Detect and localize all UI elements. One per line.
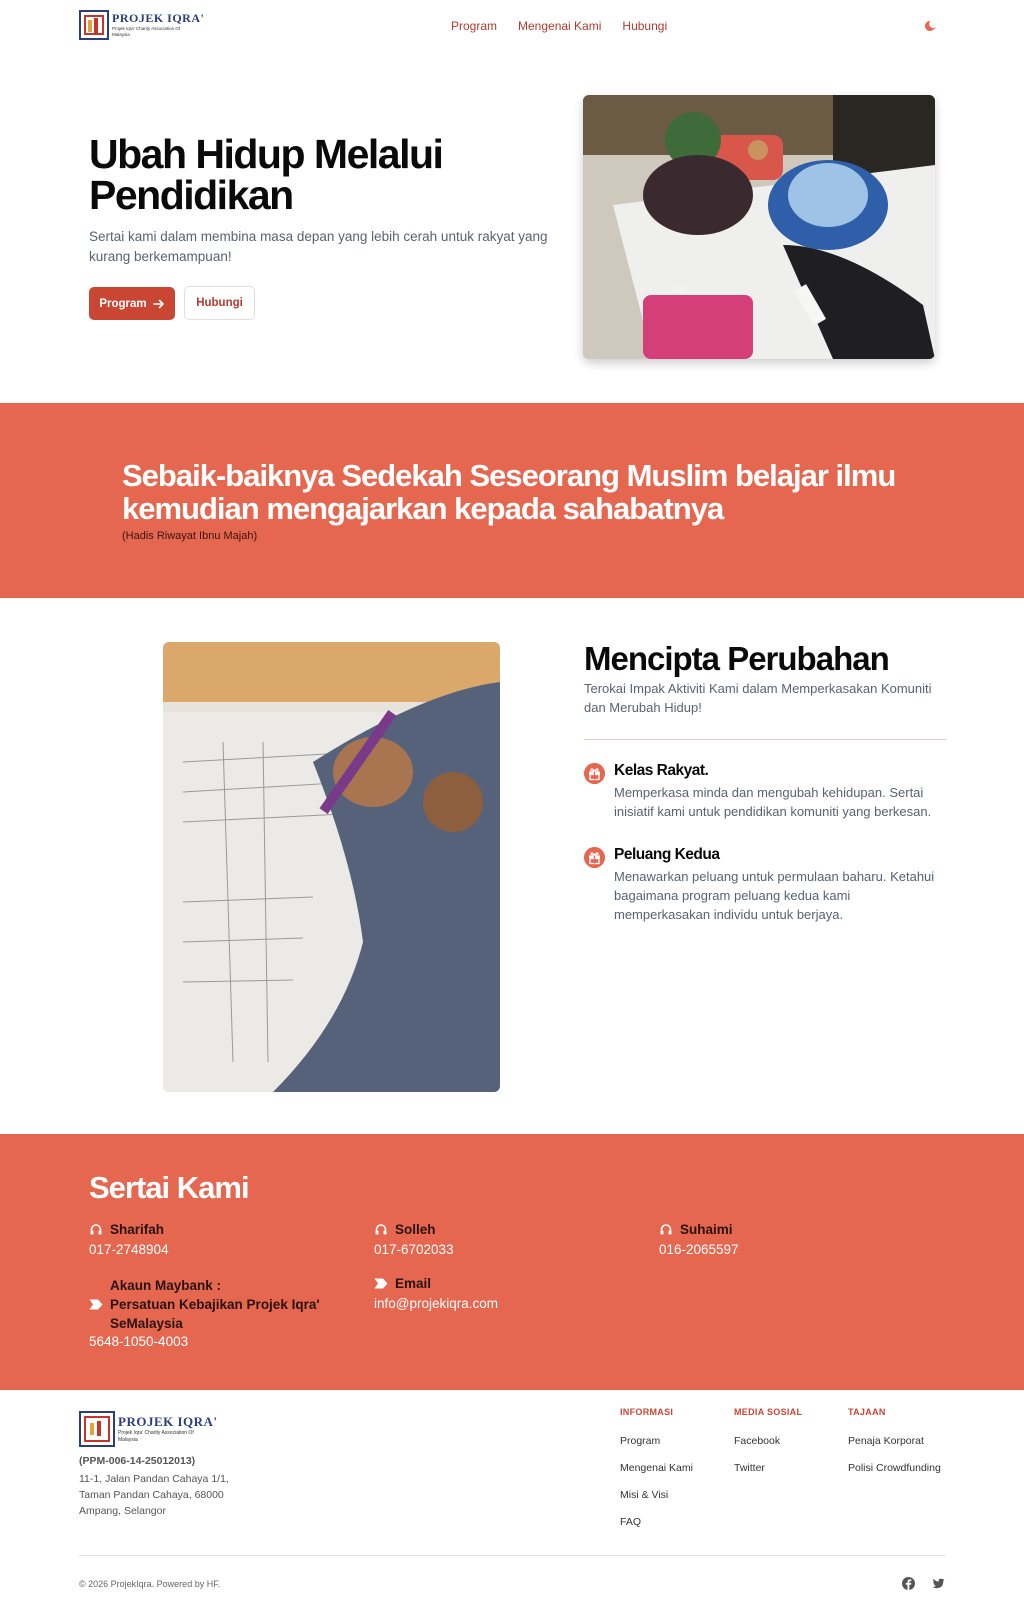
footer-link-polisi-crowdfunding[interactable]: Polisi Crowdfunding	[848, 1462, 941, 1474]
join-title: Sertai Kami	[89, 1170, 249, 1205]
impact-photo	[163, 642, 500, 1092]
nav-link-mengenai-kami[interactable]: Mengenai Kami	[518, 19, 602, 33]
contact-name: Suhaimi	[680, 1222, 733, 1237]
logo-title: PROJEK IQRA'	[112, 11, 205, 26]
contact-suhaimi	[659, 1222, 739, 1257]
nav-links	[451, 19, 667, 33]
copyright: © 2026 ProjekIqra. Powered by HF.	[79, 1579, 221, 1589]
moon-icon[interactable]	[925, 20, 937, 32]
hubungi-button[interactable]: Hubungi	[184, 286, 255, 320]
footer-column-heading: TAJAAN	[848, 1407, 886, 1417]
program-button[interactable]	[89, 287, 175, 320]
bank-label-line1: Akaun Maybank :	[110, 1278, 222, 1293]
footer-divider	[79, 1555, 946, 1556]
impact-divider	[584, 739, 946, 740]
bank-label-line2: Persatuan Kebajikan Projek Iqra'	[110, 1297, 320, 1312]
twitter-icon[interactable]	[932, 1577, 945, 1590]
quote-band	[0, 403, 1024, 598]
headset-icon	[89, 1223, 103, 1237]
quote-text: Sebaik-baiknya Sedekah Seseorang Muslim belajar ilmu kemudian mengajarkan kepada sahabatnya	[122, 458, 896, 526]
top-navigation	[0, 0, 1024, 54]
hero-subtitle: Sertai kami dalam membina masa depan yang lebih cerah untuk rakyat yang kurang berkemampuan!	[89, 229, 548, 264]
contact-phone[interactable]: 017-2748904	[89, 1242, 169, 1257]
logo-mark-icon	[79, 10, 109, 40]
impact-subtitle: Terokai Impak Aktiviti Kami dalam Memperkasakan Komuniti dan Merubah Hidup!	[584, 681, 932, 715]
site-logo[interactable]	[79, 10, 204, 40]
logo-subtitle: Projek Iqra' Charity Association Of Malaysia	[118, 1430, 194, 1443]
address: 11-1, Jalan Pandan Cahaya 1/1, Taman Pandan Cahaya, 68000 Ampang, Selangor	[79, 1473, 229, 1517]
footer-logo[interactable]	[79, 1411, 218, 1447]
email-label: Email	[395, 1276, 432, 1291]
email-link[interactable]: info@projekiqra.com	[374, 1296, 499, 1311]
bank-label-line3: SeMalaysia	[110, 1316, 183, 1331]
footer-column-heading: INFORMASI	[620, 1407, 674, 1417]
tag-icon	[374, 1278, 388, 1289]
hero-title: Ubah Hidup Melalui Pendidikan	[89, 131, 443, 218]
footer-link-penaja-korporat[interactable]: Penaja Korporat	[848, 1435, 924, 1447]
footer-column-media-sosial	[734, 1407, 802, 1474]
quote-source: (Hadis Riwayat Ibnu Majah)	[122, 530, 258, 542]
bank-account-number: 5648-1050-4003	[89, 1334, 189, 1349]
feature-title: Peluang Kedua	[614, 846, 720, 863]
logo-mark-icon	[79, 1411, 115, 1447]
footer-link-twitter[interactable]: Twitter	[734, 1462, 765, 1474]
hero-photo	[583, 95, 935, 359]
contact-phone[interactable]: 016-2065597	[659, 1242, 739, 1257]
contact-bank-account	[89, 1276, 320, 1349]
contact-sharifah	[89, 1222, 169, 1257]
footer-link-program[interactable]: Program	[620, 1435, 661, 1447]
arrow-right-icon	[153, 299, 165, 309]
nav-link-program[interactable]: Program	[451, 19, 498, 33]
footer-link-misi-visi[interactable]: Misi & Visi	[620, 1489, 669, 1501]
facebook-icon[interactable]	[902, 1577, 915, 1590]
footer-column-informasi	[620, 1407, 693, 1528]
contact-name: Solleh	[395, 1222, 436, 1237]
contact-email	[374, 1276, 498, 1311]
join-section	[0, 1134, 1024, 1390]
gift-icon	[584, 847, 605, 868]
headset-icon	[659, 1223, 673, 1237]
registration-number: (PPM-006-14-25012013)	[79, 1455, 196, 1467]
footer-column-tajaan	[848, 1407, 941, 1474]
feature-description: Menawarkan peluang untuk permulaan baharu. Ketahui bagaimana program peluang kedua kami memperkasakan individu untuk berjaya.	[614, 869, 935, 922]
contact-phone[interactable]: 017-6702033	[374, 1242, 454, 1257]
contact-solleh	[374, 1222, 454, 1257]
logo-subtitle: Projek Iqra' Charity Association Of Malaysia	[112, 26, 181, 37]
feature-description: Memperkasa minda dan mengubah kehidupan. Sertai inisiatif kami untuk pendidikan komuniti yang berkesan.	[614, 785, 932, 819]
gift-icon	[584, 763, 605, 784]
tag-icon	[89, 1299, 103, 1310]
program-button-label: Program	[99, 297, 147, 310]
headset-icon	[374, 1223, 388, 1237]
footer-link-faq[interactable]: FAQ	[620, 1516, 642, 1528]
footer-link-facebook[interactable]: Facebook	[734, 1435, 781, 1447]
logo-title: PROJEK IQRA'	[118, 1414, 218, 1429]
feature-title: Kelas Rakyat.	[614, 762, 709, 779]
impact-title: Mencipta Perubahan	[584, 640, 889, 677]
contact-name: Sharifah	[110, 1222, 165, 1237]
nav-link-hubungi[interactable]: Hubungi	[622, 19, 668, 33]
footer-column-heading: MEDIA SOSIAL	[734, 1407, 803, 1417]
footer-link-mengenai-kami[interactable]: Mengenai Kami	[620, 1462, 693, 1474]
